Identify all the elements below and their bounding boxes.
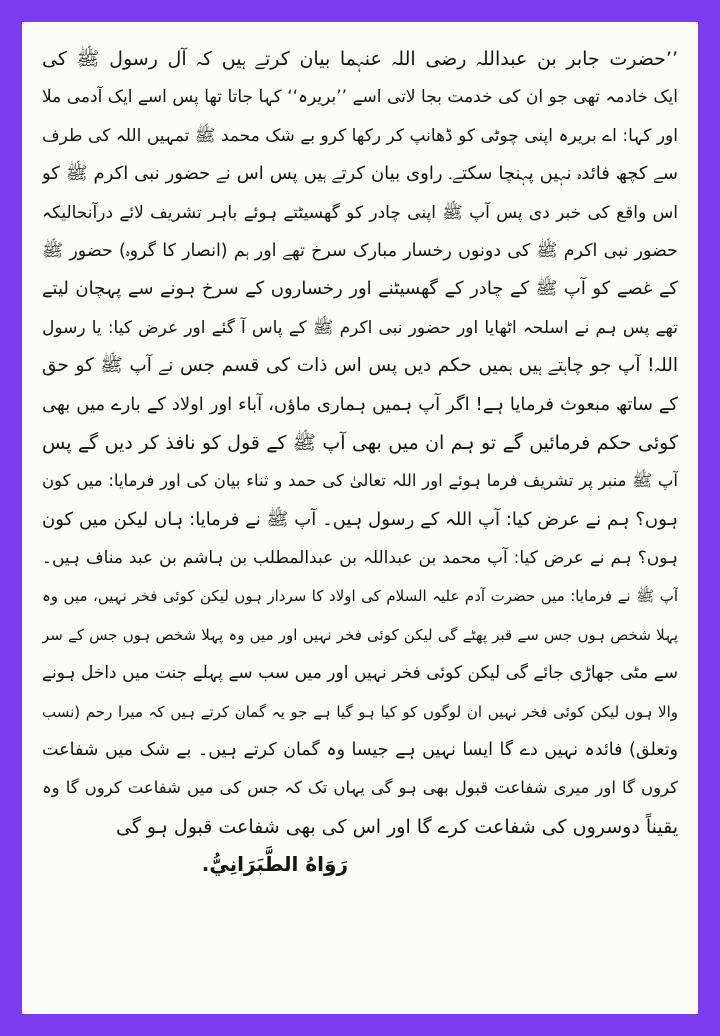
text-line: سے کچھ فائدہ نہیں پہنچا سکتے۔ راوی بیان کرتے ہیں پس اس نے حضور نبی اکرم ﷺ کو — [42, 163, 678, 185]
text-line: پہلا شخص ہوں جس سے قبر پھٹے گی لیکن کوئی فخر نہیں اور میں وہ پہلا شخص ہوں جس کے سر — [42, 625, 678, 644]
text-line: کروں گا اور میری شفاعت قبول بھی ہو گی یہاں تک کہ جس کی میں شفاعت کروں گا وہ — [42, 778, 678, 798]
text-line: کے غصے کو آپ ﷺ کے چادر کے گھسیٹنے اور رخساروں کے سرخ ہونے سے پہچان لیتے — [42, 278, 678, 300]
text-line: آپ ﷺ نے فرمایا: میں حضرت آدم علیہ السلام کی اولاد کا سردار ہوں لیکن کوئی فخر نہیں، میں وہ — [42, 587, 678, 606]
text-line: یقیناً دوسروں کی شفاعت کرے گا اور اس کی بھی شفاعت قبول ہو گی — [116, 815, 678, 838]
text-line: اس واقع کی خبر دی پس آپ ﷺ اپنی چادر کو گھسیٹتے ہوئے باہر تشریف لائے درآنحالیکہ — [42, 202, 678, 223]
text-line: ہوں؟ ہم نے عرض کیا: آپ اللہ کے رسول ہیں۔ آپ ﷺ نے فرمایا: ہاں لیکن میں کون — [42, 508, 678, 530]
text-line: وتعلق) فائدہ نہیں دے گا ایسا نہیں ہے جیسا وہ گمان کرتے ہیں۔ بے شک میں شفاعت — [42, 740, 678, 761]
text-line: کوئی حکم فرمائیں گے تو ہم ان میں بھی آپ ﷺ کے قول کو نافذ کر دیں گے پس — [42, 431, 678, 454]
text-line: ہوں؟ ہم نے عرض کیا: آپ محمد بن عبداللہ بن عبدالمطلب بن ہاشم بن عبد مناف ہیں۔ — [42, 548, 678, 569]
text-line: سے مٹی جھاڑی جائے گی لیکن کوئی فخر نہیں اور میں سب سے پہلے جنت میں داخل ہونے — [42, 663, 678, 684]
text-line: ’’حضرت جابر بن عبداللہ رضی اللہ عنہما بیان کرتے ہیں کہ آل رسول ﷺ کی — [42, 48, 678, 70]
text-line: کے ساتھ مبعوث فرمایا ہے! اگر آپ ہمیں ہماری ماؤں، آباء اور اولاد کے بارے میں بھی — [42, 393, 678, 415]
text-line: اللہ! آپ جو چاہتے ہیں ہمیں حکم دیں پس اس ذات کی قسم جس نے آپ ﷺ کو حق — [42, 355, 678, 377]
citation: رَوَاهُ الطَّبَرَانِيُّ. — [201, 852, 348, 877]
document-page — [22, 22, 698, 1014]
text-line: حضور نبی اکرم ﷺ کی دونوں رخسار مبارک سرخ تھے اور ہم (انصار کا گروہ) حضور ﷺ — [42, 240, 678, 261]
text-line: والا ہوں لیکن کوئی فخر نہیں ان لوگوں کو کیا ہو گیا ہے جو یہ گمان کرتے ہیں کہ میرا رحم (نسب — [42, 702, 678, 721]
text-line: تھے پس ہم نے اسلحہ اٹھایا اور حضور نبی اکرم ﷺ کے پاس آ گئے اور عرض کیا: یا رسول — [42, 317, 678, 338]
text-line: ایک خادمہ تھی جو ان کی خدمت بجا لاتی اسے ’’بریرہ‘‘ کہا جاتا تھا پس اسے ایک آدمی ملا — [42, 87, 678, 108]
hadith-text — [42, 40, 678, 846]
text-line: اور کہا: اے بریرہ اپنی چوٹی کو ڈھانپ کر رکھا کرو بے شک محمد ﷺ تمہیں اللہ کی طرف — [42, 125, 678, 146]
text-line: آپ ﷺ منبر پر تشریف فرما ہوئے اور اللہ تعالیٰ کی حمد و ثناء بیان کی اور فرمایا: میں کون — [42, 471, 678, 491]
